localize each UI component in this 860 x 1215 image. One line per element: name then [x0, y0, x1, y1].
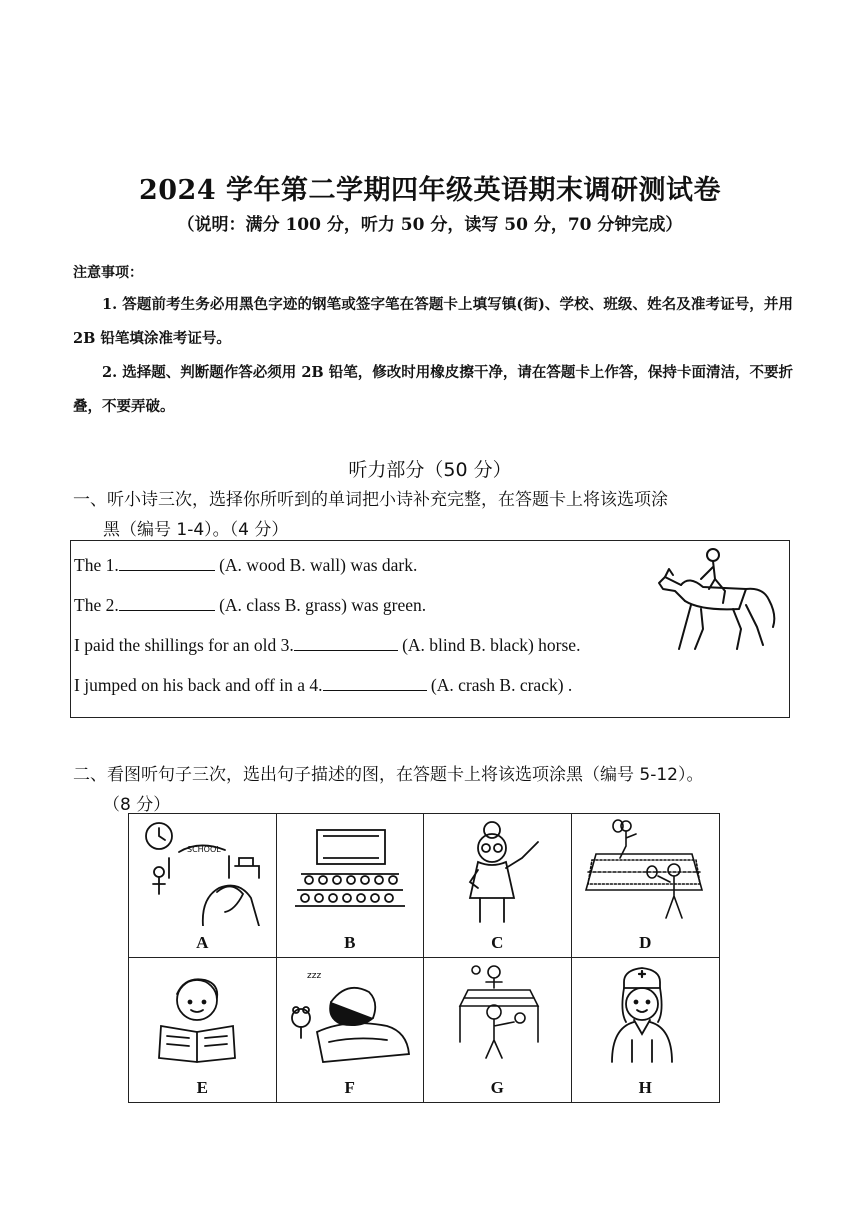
- teacher-icon: [434, 818, 560, 926]
- picture-option: [424, 958, 572, 1102]
- school-arrival-icon: [139, 818, 265, 926]
- poem-line: [74, 595, 426, 616]
- horse-rider-icon: [651, 545, 781, 655]
- poem-text: (A. crash B. crack) .: [426, 675, 573, 695]
- poem-text: (A. wood B. wall) was dark.: [214, 555, 418, 575]
- svg-text:zzz: zzz: [306, 971, 321, 981]
- picture-option: [277, 814, 425, 958]
- cinema-icon: [287, 818, 413, 926]
- picture-option: [424, 814, 572, 958]
- answer-blank: [294, 636, 398, 651]
- page-title: 2024 学年第二学期四年级英语期末调研测试卷: [138, 175, 722, 206]
- tennis-icon: [582, 818, 708, 926]
- note-item: 1. 答题前考生务必用黑色字迹的钢笔或签字笔在答题卡上填写镇(街)、学校、班级、姓名及准考证号，并用 2B 铅笔填涂准考证号。: [73, 296, 793, 347]
- picture-label: A: [196, 933, 209, 952]
- picture-option: [277, 958, 425, 1102]
- poem-line: [74, 555, 417, 576]
- poem-line: [74, 675, 572, 696]
- picture-label: H: [638, 1078, 652, 1097]
- poem-line: [74, 635, 580, 656]
- picture-label: G: [490, 1078, 504, 1097]
- question-2-line1: 二、看图听句子三次，选出句子描述的图，在答题卡上将该选项涂黑（编号 5-12）。: [73, 765, 704, 785]
- svg-text:SCHOOL: SCHOOL: [187, 845, 221, 854]
- question-1-line2: 黑（编号 1-4）。（4 分）: [103, 520, 289, 540]
- sleeping-girl-icon: [287, 962, 413, 1070]
- picture-option: [129, 814, 277, 958]
- picture-option: [129, 958, 277, 1102]
- poem-text: (A. class B. grass) was green.: [214, 595, 427, 615]
- picture-label: C: [491, 933, 504, 952]
- table-tennis-icon: [434, 962, 560, 1070]
- poem-text: I paid the shillings for an old 3.: [74, 635, 294, 655]
- poem-text: The 1.: [74, 555, 119, 575]
- poem-box: [70, 540, 790, 718]
- poem-text: I jumped on his back and off in a 4.: [74, 675, 323, 695]
- picture-option: [572, 814, 720, 958]
- question-2-instruction: [73, 760, 793, 820]
- page-subtitle: （说明：满分 100 分，听力 50 分，读写 50 分，70 分钟完成）: [177, 215, 683, 235]
- picture-label: E: [196, 1078, 208, 1097]
- notes-heading: 注意事项：: [73, 265, 143, 281]
- note-item: 2. 选择题、判断题作答必须用 2B 铅笔，修改时用橡皮擦干净，请在答题卡上作答，保持卡面清洁，不要折叠，不要弄破。: [73, 364, 793, 415]
- picture-label: B: [344, 933, 356, 952]
- picture-label: F: [344, 1078, 355, 1097]
- answer-blank: [119, 596, 215, 611]
- answer-blank: [323, 676, 427, 691]
- listening-section-title: 听力部分（50 分）: [348, 459, 512, 481]
- picture-option: [572, 958, 720, 1102]
- poem-text: (A. blind B. black) horse.: [397, 635, 581, 655]
- picture-label: D: [639, 933, 652, 952]
- reading-boy-icon: [139, 962, 265, 1070]
- poem-text: The 2.: [74, 595, 119, 615]
- picture-grid: [128, 813, 720, 1103]
- question-2-line2: （8 分）: [103, 795, 171, 815]
- question-1-instruction: [73, 485, 793, 545]
- answer-blank: [119, 556, 215, 571]
- nurse-icon: [582, 962, 708, 1070]
- question-1-line1: 一、听小诗三次，选择你所听到的单词把小诗补充完整，在答题卡上将该选项涂: [73, 490, 668, 510]
